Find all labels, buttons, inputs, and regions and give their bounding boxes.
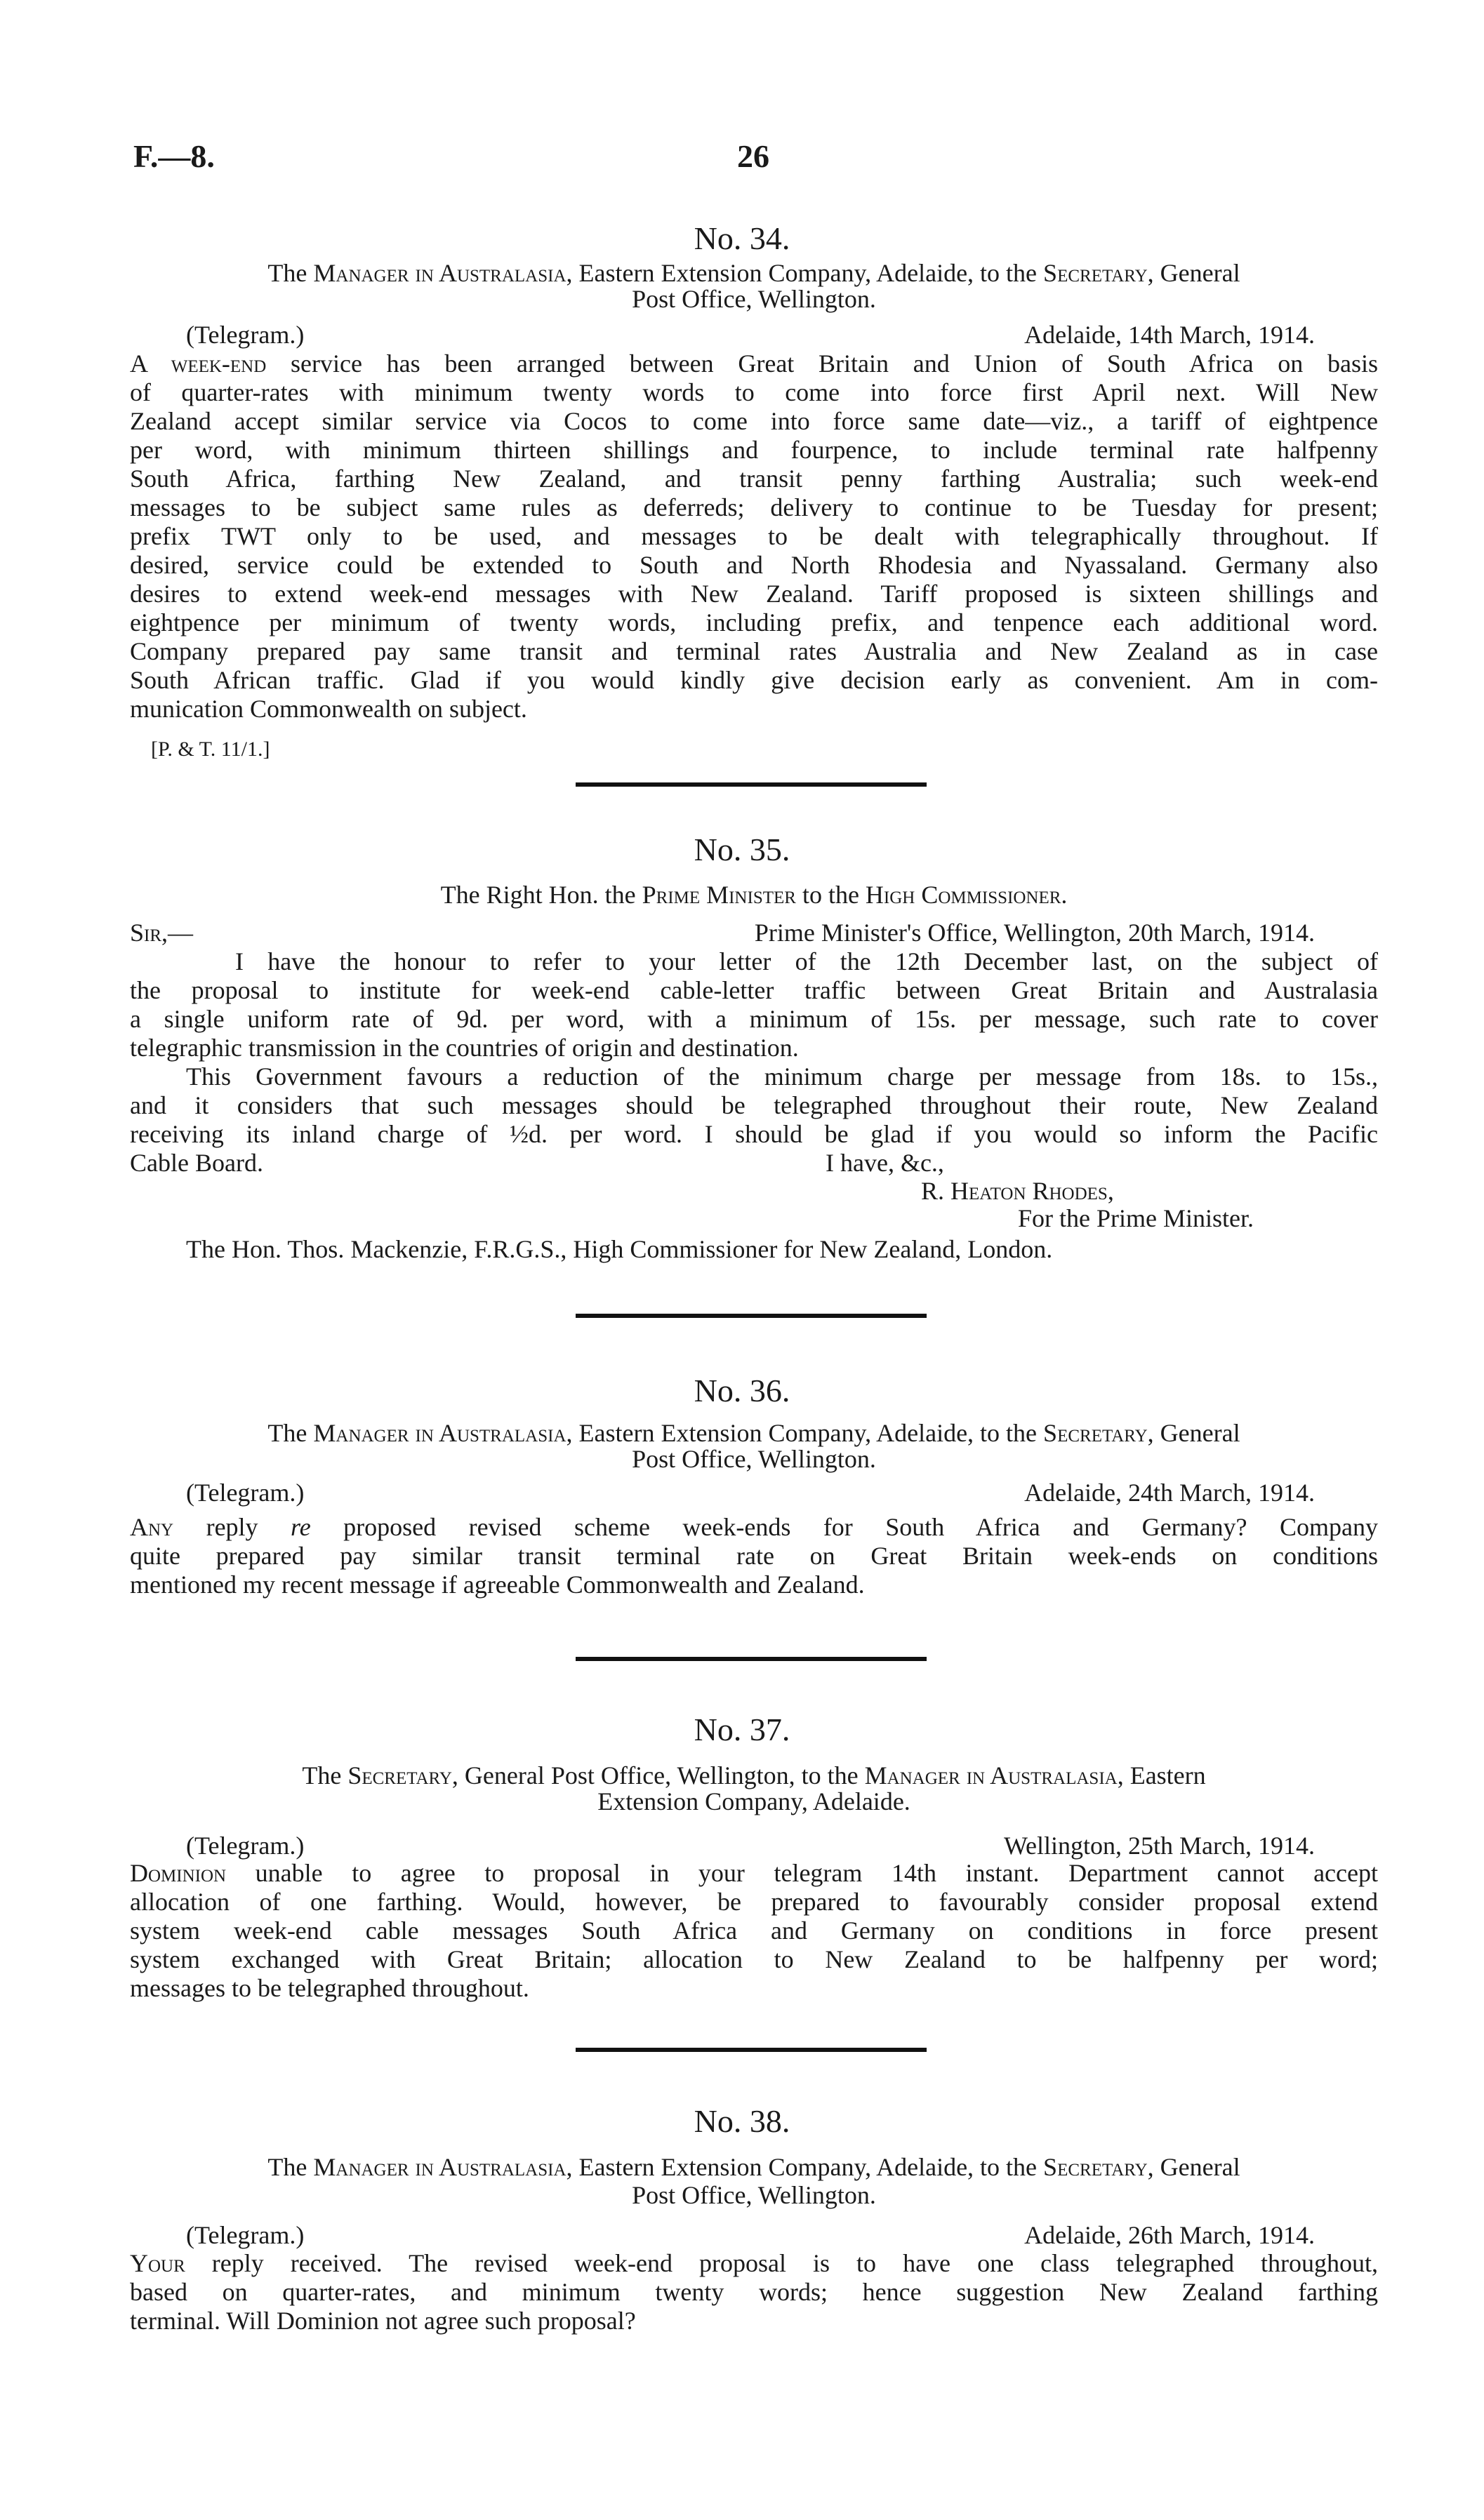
text-segment: eightpence per minimum of twenty words, including prefix, and tenpence each additional word. (130, 608, 1378, 636)
dateline: Prime Minister's Office, Wellington, 20th March, 1914. (754, 919, 1315, 947)
closing: I have, &c., (826, 1149, 944, 1177)
text-line (130, 666, 1378, 695)
text-segment: system week-end cable messages South Africa and Germany on conditions in force present (130, 1916, 1378, 1945)
address-line (130, 2181, 1378, 2210)
small-caps-segment: Manager in Australasia (313, 1419, 567, 1447)
dateline: Adelaide, 24th March, 1914. (1024, 1479, 1315, 1507)
telegram-row (130, 1479, 1378, 1507)
address-line (130, 881, 1378, 909)
small-caps-segment: Prime Minister (642, 881, 796, 909)
text-segment: Post Office, Wellington. (632, 1445, 876, 1473)
text-segment: reply received. The revised week-end proposal is to have one class telegraphed throughout, (185, 2249, 1378, 2277)
italic-segment: re (291, 1513, 311, 1541)
text-segment: The (267, 2153, 314, 2181)
recipient: The Hon. Thos. Mackenzie, F.R.G.S., High Commissioner for New Zealand, London. (186, 1235, 1053, 1263)
reference: [P. & T. 11/1.] (151, 738, 270, 761)
telegram-row (130, 2221, 1378, 2250)
salutation-row (130, 919, 1378, 947)
message-kind: (Telegram.) (186, 1832, 305, 1860)
text-line (130, 2307, 1378, 2335)
message-body (130, 1859, 1378, 2003)
text-segment: , General Post Office, Wellington, to the (451, 1761, 865, 1789)
text-segment: The Right Hon. the (440, 881, 642, 909)
small-caps-segment: Any (130, 1513, 174, 1541)
text-segment: to the (795, 881, 866, 909)
text-line (130, 493, 1378, 522)
text-segment: A (130, 349, 171, 378)
text-segment: South African traffic. Glad if you would kindly give decision early as convenient. Am in com- (130, 666, 1378, 694)
text-segment: desires to extend week-end messages with New Zealand. Tariff proposed is sixteen shillings and (130, 580, 1378, 608)
message-body (130, 2249, 1378, 2335)
text-line (130, 522, 1378, 551)
address-line (130, 259, 1378, 288)
text-segment: Extension Company, Adelaide. (597, 1787, 910, 1815)
text-segment: quite prepared pay similar transit terminal rate on Great Britain week-ends on conditions (130, 1542, 1378, 1570)
text-segment: Zealand accept similar service via Cocos to come into force same date—viz., a tariff of eightpence (130, 407, 1378, 435)
text-segment: South Africa, farthing New Zealand, and transit penny farthing Australia; such week-end (130, 465, 1378, 493)
text-segment: receiving its inland charge of ½d. per word. I should be glad if you would so inform the Pacific (130, 1120, 1378, 1148)
text-line (130, 1974, 1378, 2003)
letter-body (130, 947, 1378, 1178)
text-line (130, 1916, 1378, 1945)
text-line (130, 1062, 1378, 1091)
text-line (130, 580, 1378, 608)
divider (576, 2048, 927, 2052)
text-segment: based on quarter-rates, and minimum twenty words; hence suggestion New Zealand farthing (130, 2278, 1378, 2306)
text-segment: service has been arranged between Great Britain and Union of South Africa on basis (266, 349, 1378, 378)
text-segment: terminal. Will Dominion not agree such proposal? (130, 2307, 636, 2335)
text-segment: The (267, 1419, 314, 1447)
telegram-row (130, 1832, 1378, 1860)
text-segment: , General (1147, 259, 1240, 287)
small-caps-segment: Manager in Australasia (864, 1761, 1118, 1789)
text-line (130, 551, 1378, 580)
text-segment: , General (1147, 1419, 1240, 1447)
text-segment: . (1061, 881, 1068, 909)
text-line (130, 378, 1378, 407)
divider (576, 782, 927, 787)
small-caps-segment: week-end (171, 349, 267, 378)
dateline: Adelaide, 26th March, 1914. (1024, 2221, 1315, 2249)
section-number: No. 36. (694, 1373, 790, 1408)
text-segment: , Eastern (1117, 1761, 1206, 1789)
text-segment: the proposal to institute for week-end cable-letter traffic between Great Britain and Australasia (130, 976, 1378, 1004)
text-line (130, 947, 1378, 976)
small-caps-segment: Dominion (130, 1859, 227, 1887)
section-number: No. 38. (694, 2103, 790, 2139)
text-line (130, 407, 1378, 436)
text-line (130, 608, 1378, 637)
small-caps-segment: Secretary (347, 1761, 452, 1789)
text-line (130, 1091, 1378, 1120)
text-line (130, 1005, 1378, 1034)
divider (576, 1657, 927, 1661)
message-body (130, 1513, 1378, 1599)
text-segment: prefix TWT only to be used, and messages to be dealt with telegraphically throughout. If (130, 522, 1378, 550)
dateline: Adelaide, 14th March, 1914. (1024, 321, 1315, 349)
text-segment: munication Commonwealth on subject. (130, 695, 527, 723)
message-body (130, 349, 1378, 724)
document-series: F.—8. (133, 138, 215, 174)
small-caps-segment: Secretary (1043, 259, 1148, 287)
text-line (130, 695, 1378, 724)
text-line (130, 1571, 1378, 1599)
text-segment: desired, service could be extended to South and North Rhodesia and Nyassaland. Germany also (130, 551, 1378, 579)
text-segment: per word, with minimum thirteen shillings and fourpence, to include terminal rate halfpenny (130, 436, 1378, 464)
address-line (130, 1445, 1378, 1474)
text-segment: telegraphic transmission in the countries of origin and destination. (130, 1034, 799, 1062)
address-line (130, 1419, 1378, 1448)
text-line (130, 436, 1378, 465)
text-line (130, 976, 1378, 1005)
salutation: Sir,— (130, 919, 194, 947)
text-segment: mentioned my recent message if agreeable Commonwealth and Zealand. (130, 1571, 865, 1599)
address-line (130, 285, 1378, 314)
text-line (130, 1120, 1378, 1149)
signature-role: For the Prime Minister. (1018, 1204, 1254, 1232)
text-segment: The (302, 1761, 348, 1789)
small-caps-segment: Secretary (1043, 1419, 1148, 1447)
text-line (130, 2278, 1378, 2307)
dateline: Wellington, 25th March, 1914. (1003, 1832, 1315, 1860)
address-line (130, 2153, 1378, 2182)
text-segment: Cable Board. (130, 1149, 263, 1177)
signature: R. Heaton Rhodes, (921, 1177, 1114, 1205)
text-segment: Post Office, Wellington. (632, 2181, 876, 2209)
text-segment: of quarter-rates with minimum twenty words to come into force first April next. Will New (130, 378, 1378, 406)
text-segment: proposed revised scheme week-ends for South Africa and Germany? Company (310, 1513, 1379, 1541)
text-segment: The (267, 259, 314, 287)
text-segment: reply (173, 1513, 291, 1541)
text-segment: messages to be telegraphed throughout. (130, 1974, 529, 2002)
address-line (130, 1761, 1378, 1790)
text-segment: a single uniform rate of 9d. per word, with a minimum of 15s. per message, such rate to cover (130, 1005, 1378, 1033)
text-segment: , General (1147, 2153, 1240, 2181)
telegram-row (130, 321, 1378, 349)
text-line (130, 1859, 1378, 1888)
text-segment: , Eastern Extension Company, Adelaide, to the (566, 259, 1044, 287)
small-caps-segment: Your (130, 2249, 185, 2277)
text-segment: system exchanged with Great Britain; allocation to New Zealand to be halfpenny per word; (130, 1945, 1378, 1973)
small-caps-segment: Secretary (1043, 2153, 1148, 2181)
text-segment: and it considers that such messages should be telegraphed throughout their route, New Zealand (130, 1091, 1378, 1119)
text-line (130, 1034, 1378, 1062)
text-segment: , Eastern Extension Company, Adelaide, to the (566, 1419, 1044, 1447)
small-caps-segment: Manager in Australasia (313, 2153, 567, 2181)
text-segment: I have the honour to refer to your letter of the 12th December last, on the subject of (235, 947, 1378, 975)
text-line (130, 1888, 1378, 1916)
small-caps-segment: Manager in Australasia (313, 259, 567, 287)
text-line (130, 465, 1378, 493)
text-segment: Company prepared pay same transit and terminal rates Australia and New Zealand as in case (130, 637, 1378, 665)
text-line (130, 1513, 1378, 1542)
address-line (130, 1787, 1378, 1816)
section-number: No. 34. (694, 220, 790, 256)
text-line (130, 1149, 1378, 1178)
small-caps-segment: High Commissioner (865, 881, 1061, 909)
text-segment: This Government favours a reduction of the minimum charge per message from 18s. to 15s., (186, 1062, 1378, 1091)
text-segment: , Eastern Extension Company, Adelaide, to the (566, 2153, 1044, 2181)
text-line (130, 349, 1378, 378)
text-segment: Post Office, Wellington. (632, 285, 876, 313)
divider (576, 1314, 927, 1318)
text-line (130, 1945, 1378, 1974)
text-segment: allocation of one farthing. Would, however, be prepared to favourably consider proposal extend (130, 1888, 1378, 1916)
text-line (130, 637, 1378, 666)
message-kind: (Telegram.) (186, 2221, 305, 2249)
section-number: No. 35. (694, 832, 790, 867)
page-number: 26 (737, 138, 769, 174)
section-number: No. 37. (694, 1712, 790, 1747)
text-line (130, 2249, 1378, 2278)
text-segment: messages to be subject same rules as deferreds; delivery to continue to be Tuesday for present; (130, 493, 1378, 521)
message-kind: (Telegram.) (186, 321, 305, 349)
text-segment: unable to agree to proposal in your telegram 14th instant. Department cannot accept (226, 1859, 1378, 1887)
text-line (130, 1542, 1378, 1571)
message-kind: (Telegram.) (186, 1479, 305, 1507)
